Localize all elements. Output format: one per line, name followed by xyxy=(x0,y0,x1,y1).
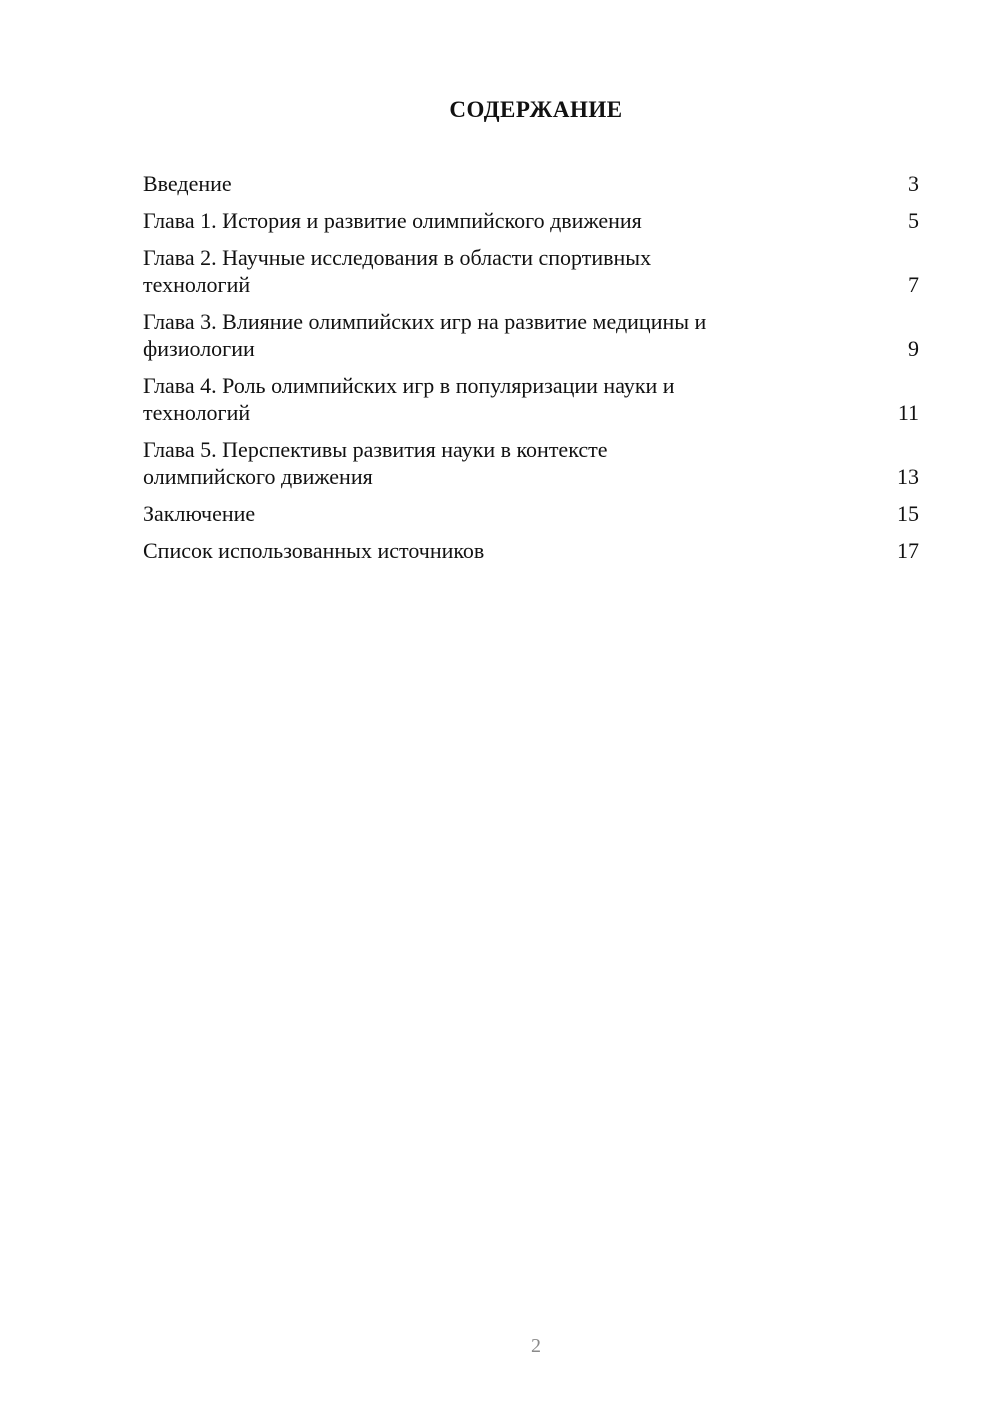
toc-entry-text xyxy=(143,372,675,426)
toc-entry-page-number: 17 xyxy=(897,538,919,563)
toc-entry-chapter-3[interactable] xyxy=(143,308,919,362)
toc-entry-page-number: 15 xyxy=(897,501,919,526)
toc-list xyxy=(143,170,919,574)
toc-entry-text xyxy=(143,537,484,564)
toc-entry-page-number: 5 xyxy=(908,208,919,233)
toc-entry-line: технологий xyxy=(143,272,251,297)
toc-entry-chapter-5[interactable] xyxy=(143,436,919,490)
toc-entry-line: Глава 5. Перспективы развития науки в контексте xyxy=(143,437,608,462)
toc-entry-introduction[interactable] xyxy=(143,170,919,197)
toc-entry-chapter-2[interactable] xyxy=(143,244,919,298)
toc-entry-text xyxy=(143,436,607,490)
toc-entry-page-number: 13 xyxy=(897,464,919,489)
toc-entry-line: Заключение xyxy=(143,501,256,526)
toc-entry-line: Глава 4. Роль олимпийских игр в популяризации науки и xyxy=(143,373,675,398)
toc-entry-line: технологий xyxy=(143,400,251,425)
page-number: 2 xyxy=(531,1335,541,1357)
toc-entry-line: Глава 2. Научные исследования в области спортивных xyxy=(143,245,652,270)
toc-entry-line: олимпийского движения xyxy=(143,464,373,489)
toc-entry-line: Введение xyxy=(143,171,232,196)
toc-entry-text xyxy=(143,500,255,527)
toc-entry-line: Глава 1. История и развитие олимпийского движения xyxy=(143,208,642,233)
toc-entry-page-number: 7 xyxy=(908,272,919,297)
toc-entry-chapter-1[interactable] xyxy=(143,207,919,234)
toc-entry-text xyxy=(143,207,642,234)
toc-entry-text xyxy=(143,244,651,298)
toc-entry-line: Глава 3. Влияние олимпийских игр на развитие медицины и xyxy=(143,309,707,334)
toc-entry-line: физиологии xyxy=(143,336,255,361)
toc-entry-conclusion[interactable] xyxy=(143,500,919,527)
toc-entry-line: Список использованных источников xyxy=(143,538,485,563)
toc-entry-text xyxy=(143,308,706,362)
toc-entry-references[interactable] xyxy=(143,537,919,564)
toc-title: СОДЕРЖАНИЕ xyxy=(449,97,623,122)
toc-entry-page-number: 3 xyxy=(908,171,919,196)
toc-entry-chapter-4[interactable] xyxy=(143,372,919,426)
toc-entry-page-number: 9 xyxy=(908,336,919,361)
toc-entry-page-number: 11 xyxy=(897,400,919,425)
toc-entry-text xyxy=(143,170,232,197)
